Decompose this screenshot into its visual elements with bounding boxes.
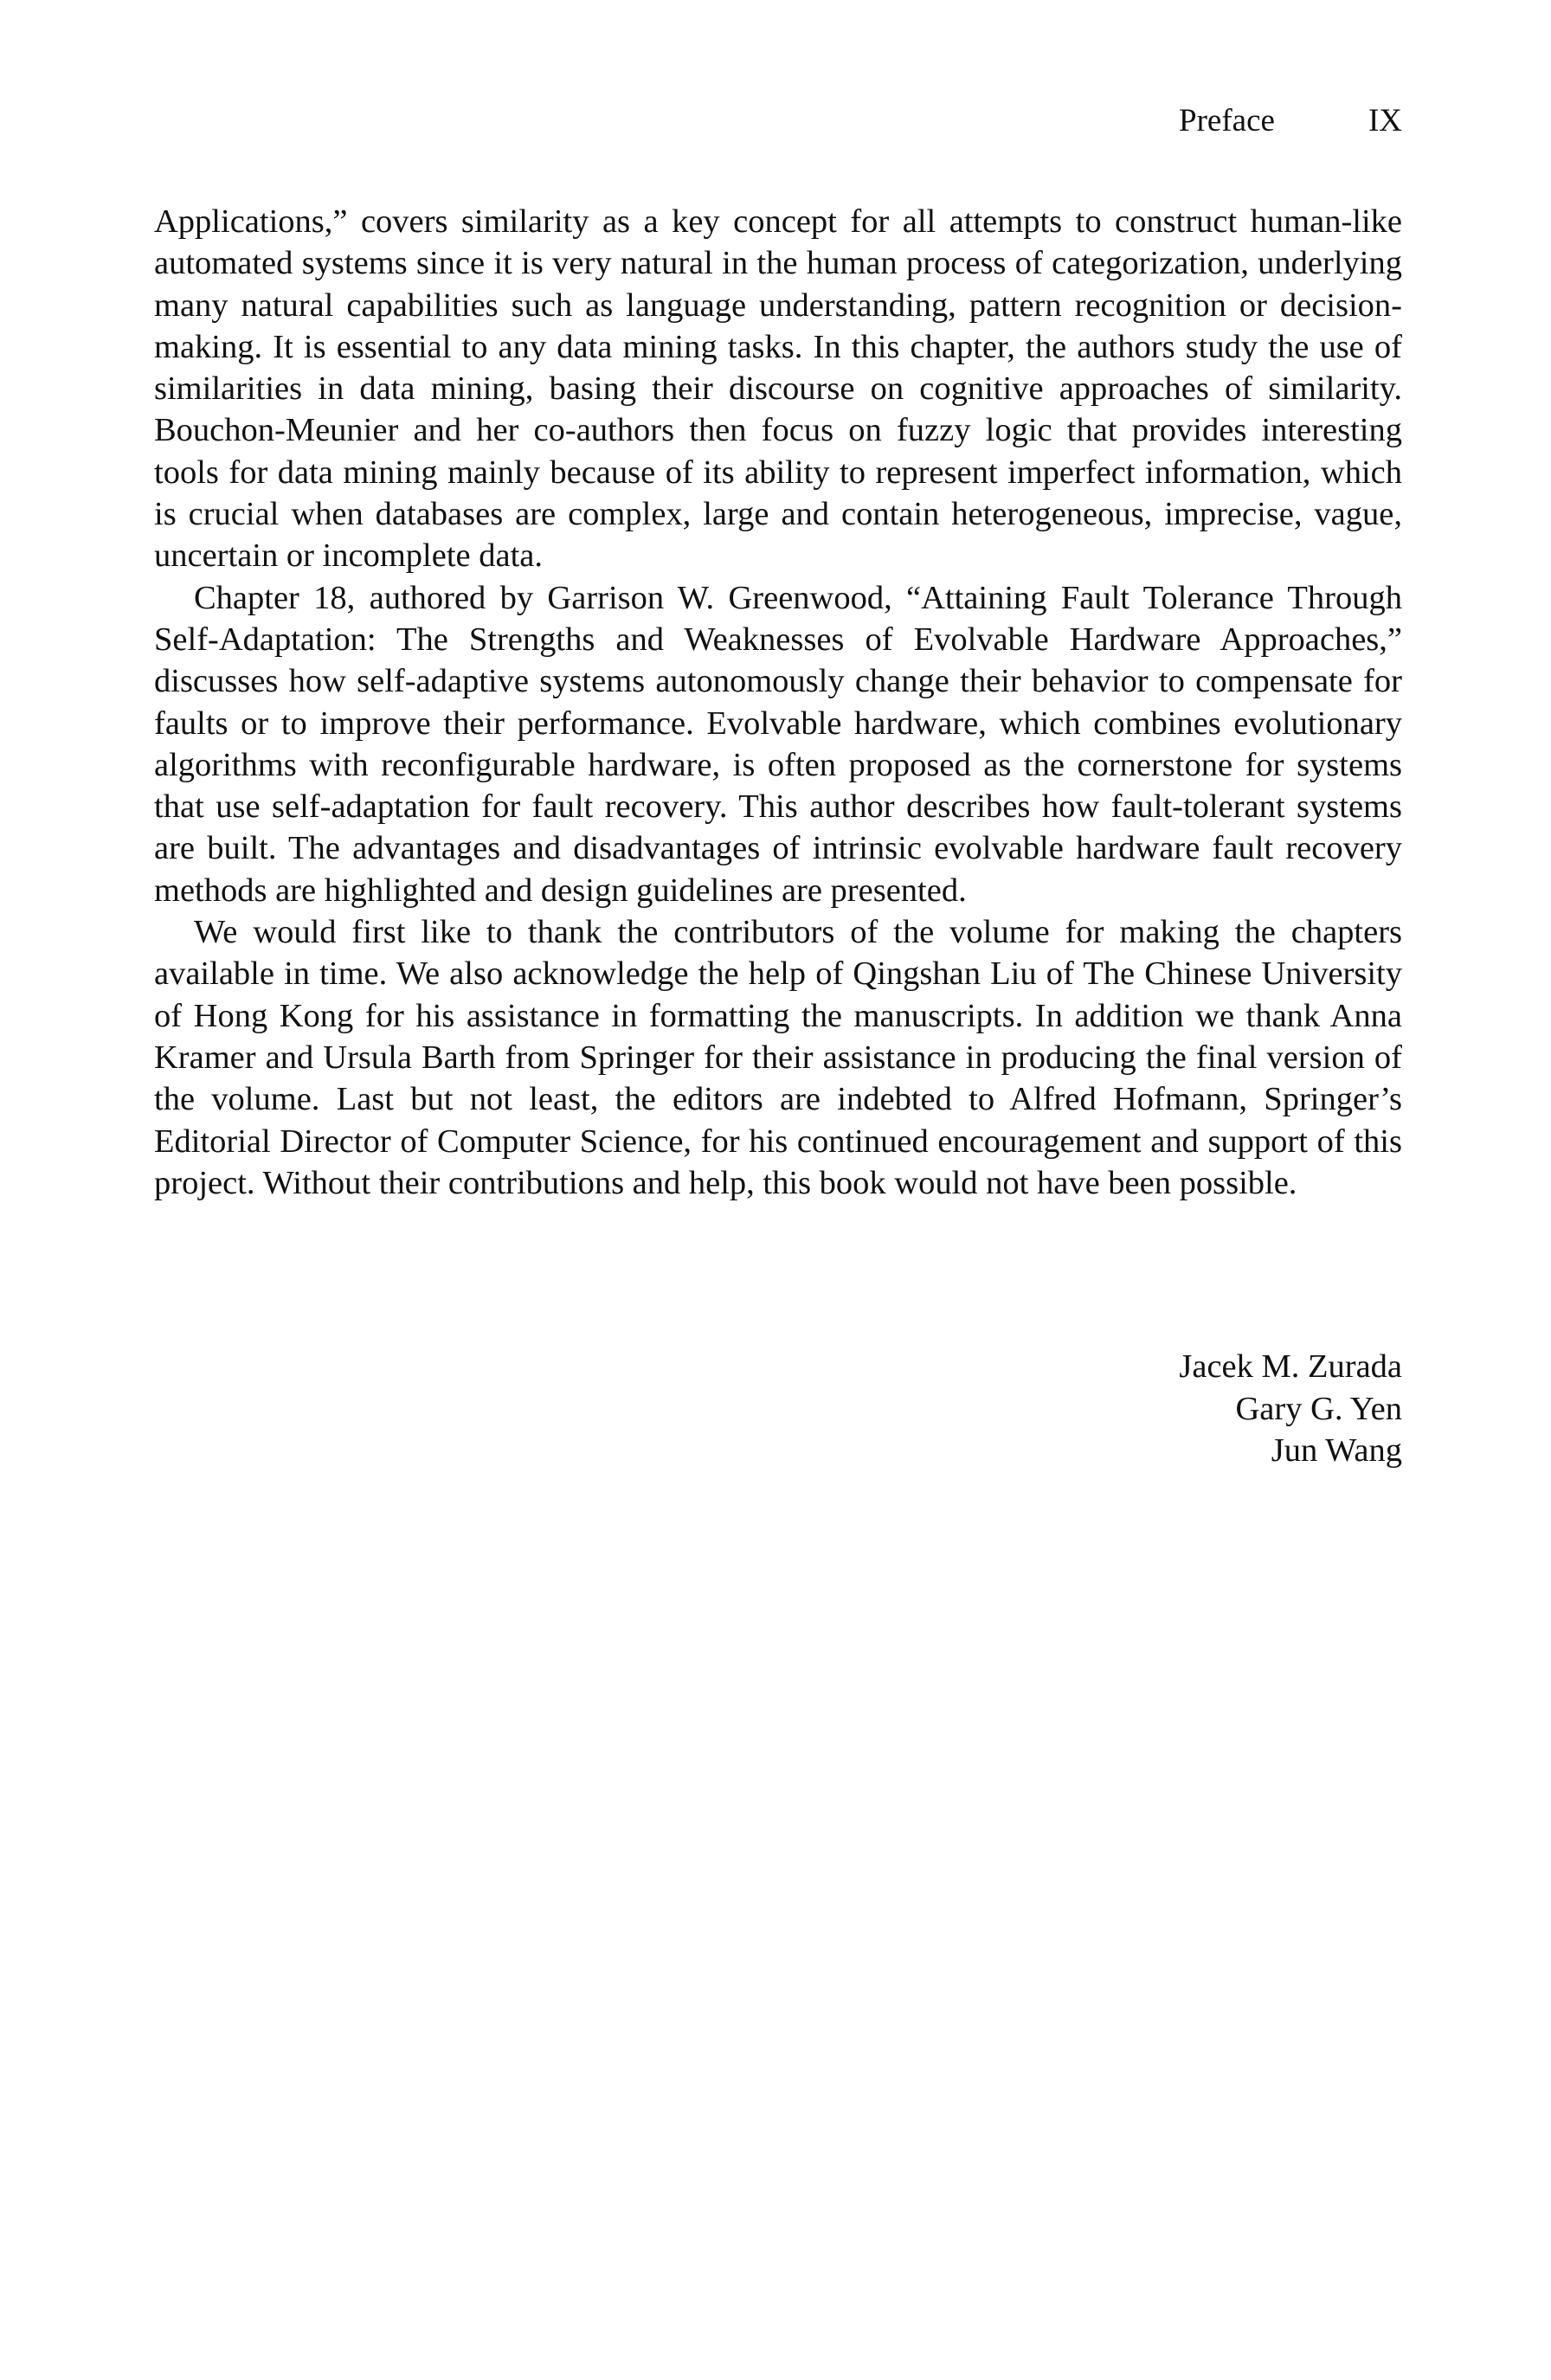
book-page (154, 0, 1402, 2380)
signature-editor-3: Jun Wang (1271, 1432, 1402, 1469)
body-text (154, 201, 1402, 1204)
running-header (1179, 102, 1402, 140)
signature-editor-1: Jacek M. Zurada (1179, 1348, 1402, 1385)
header-page-number: IX (1368, 103, 1402, 138)
paragraph-acknowledgements: We would first like to thank the contributors of the volume for making the chapters available in time. We also acknowledge the help of Qingshan Liu of The Chinese University of Hong Kong for his assistance in formatting the manuscripts. In addition we thank Anna Kramer and Ursula Barth from Springer for their assistance in producing the final version of the volume. Last but not least, the editors are indebted to Alfred Hofmann, Springer’s Editorial Director of Computer Science, for his continued encouragement and support of this project. Without their contributions and help, this book would not have been possible. (154, 914, 1402, 1201)
paragraph-continuation: Applications,” covers similarity as a key concept for all attempts to construct human-like automated systems since it is very natural in the human process of categorization, underlying many natural capabilities such as language understanding, pattern recognition or decision-making. It is essential to any data mining tasks. In this chapter, the authors study the use of similarities in data mining, basing their discourse on cognitive approaches of similarity. Bouchon-Meunier and her co-authors then focus on fuzzy logic that provides interesting tools for data mining mainly because of its ability to represent imperfect information, which is crucial when databases are complex, large and contain heterogeneous, imprecise, vague, uncertain or incomplete data. (154, 203, 1402, 575)
header-section-title: Preface (1179, 103, 1275, 138)
signature-editor-2: Gary G. Yen (1235, 1390, 1402, 1427)
editor-signatures (1179, 1346, 1402, 1472)
paragraph-chapter-18: Chapter 18, authored by Garrison W. Greenwood, “Attaining Fault Tolerance Through Self-Adaptation: The Strengths and Weaknesses of Evolvable Hardware Approaches,” discusses how self-adaptive systems autonomously change their behavior to compensate for faults or to improve their performance. Evolvable hardware, which combines evolutionary algorithms with reconfigurable hardware, is often proposed as the cornerstone for systems that use self-adaptation for fault recovery. This author describes how fault-tolerant systems are built. The advantages and disadvantages of intrinsic evolvable hardware fault recovery methods are highlighted and design guidelines are presented. (154, 579, 1402, 909)
